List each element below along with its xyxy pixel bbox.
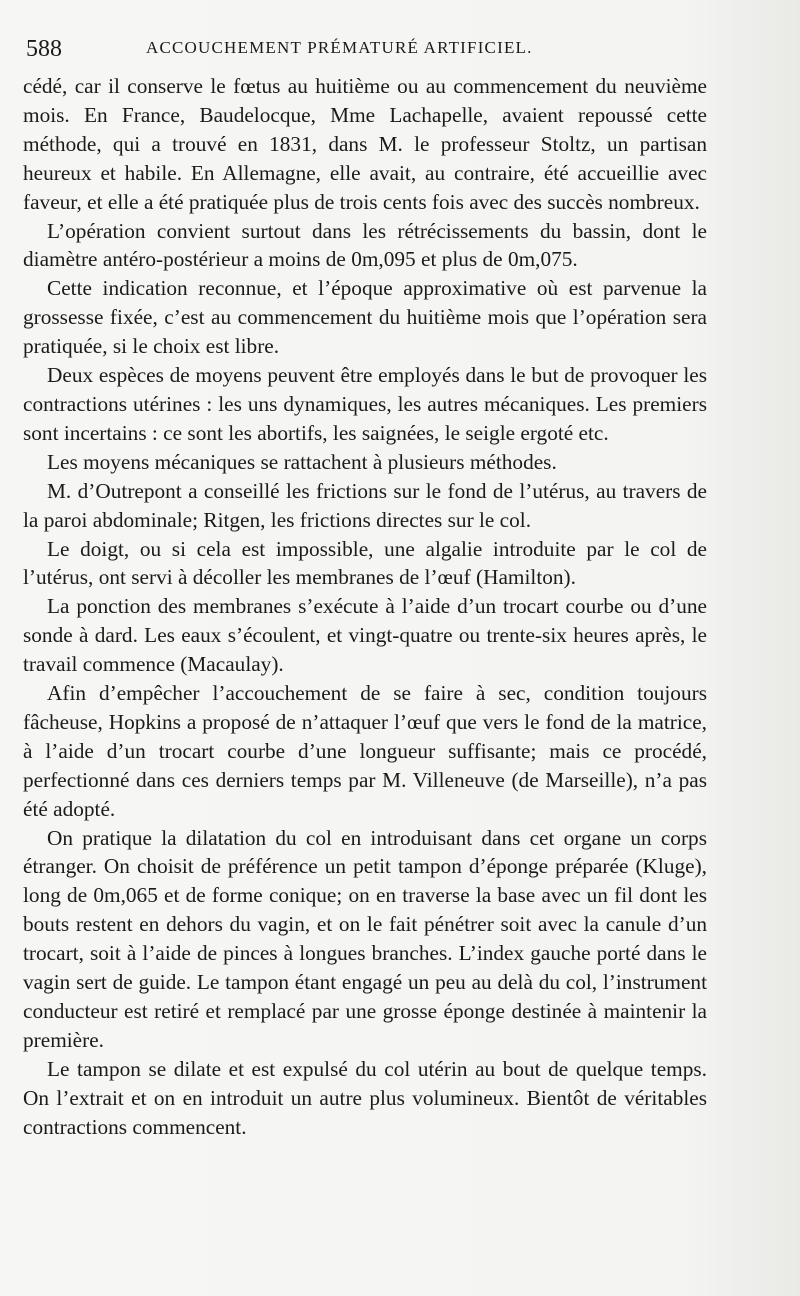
paragraph: Cette indication reconnue, et l’époque approximative où est parvenue la grossesse fixée, c’est au commencement du huitième mois que l’opération sera pratiquée, si le choix est libre. — [23, 276, 707, 359]
paragraph: L’opération convient surtout dans les rétrécissements du bassin, dont le diamètre antéro-postérieur a moins de 0m,095 et plus de 0m,075. — [23, 218, 707, 272]
paragraph: Le doigt, ou si cela est impossible, une algalie introduite par le col de l’utérus, ont servi à décoller les membranes de l’œuf (Hamilton). — [23, 536, 707, 590]
paragraph-continued: cédé, car il conserve le fœtus au huitième ou au commencement du neuvième mois. En France, Baudelocque, Mme Lachapelle, avaient repoussé cette méthode, qui a trouvé en 1831, dans M. le professeur Stoltz, un partisan heureux et habile. En Allemagne, elle avait, au contraire, été accueillie avec faveur, et elle a été pratiquée plus de trois cents fois avec des succès nombreux. — [23, 74, 707, 214]
paragraph: Afin d’empêcher l’accouchement de se faire à sec, condition toujours fâcheuse, Hopkins a proposé de n’attaquer l’œuf que vers le fond de la matrice, à l’aide d’un trocart courbe d’une longueur suffisante; mais ce procédé, perfectionné dans ces derniers temps par M. Villeneuve (de Marseille), n’a pas été adopté. — [23, 681, 707, 821]
paragraph: Les moyens mécaniques se rattachent à plusieurs méthodes. — [47, 449, 557, 474]
running-title: ACCOUCHEMENT PRÉMATURÉ ARTIFICIEL. — [146, 38, 533, 57]
page-number: 588 — [26, 36, 62, 62]
page-header — [26, 34, 740, 64]
paragraph: La ponction des membranes s’exécute à l’aide d’un trocart courbe ou d’une sonde à dard. Les eaux s’écoulent, et vingt-quatre ou trente-six heures après, le travail commence (Macaulay). — [23, 594, 707, 677]
paragraph: On pratique la dilatation du col en introduisant dans cet organe un corps étranger. On choisit de préférence un petit tampon d’éponge préparée (Kluge), long de 0m,065 et de forme conique; on en traverse la base avec un fil dont les bouts restent en dehors du vagin, et on le fait pénétrer soit avec la canule d’un trocart, soit à l’aide de pinces à longues branches. L’index gauche porté dans le vagin sert de guide. Le tampon étant engagé un peu au delà du col, l’instrument conducteur est retiré et remplacé par une grosse éponge destinée à maintenir la première. — [23, 825, 707, 1052]
paragraph: M. d’Outrepont a conseillé les frictions sur le fond de l’utérus, au travers de la paroi abdominale; Ritgen, les frictions directes sur le col. — [23, 478, 707, 532]
paragraph: Le tampon se dilate et est expulsé du col utérin au bout de quelque temps. On l’extrait et on en introduit un autre plus volumineux. Bientôt de véritables contractions commencent. — [23, 1056, 707, 1139]
page-body — [23, 72, 707, 1142]
paragraph: Deux espèces de moyens peuvent être employés dans le but de provoquer les contractions utérines : les uns dynamiques, les autres mécaniques. Les premiers sont incertains : ce sont les abortifs, les saignées, le seigle ergoté etc. — [23, 363, 707, 445]
